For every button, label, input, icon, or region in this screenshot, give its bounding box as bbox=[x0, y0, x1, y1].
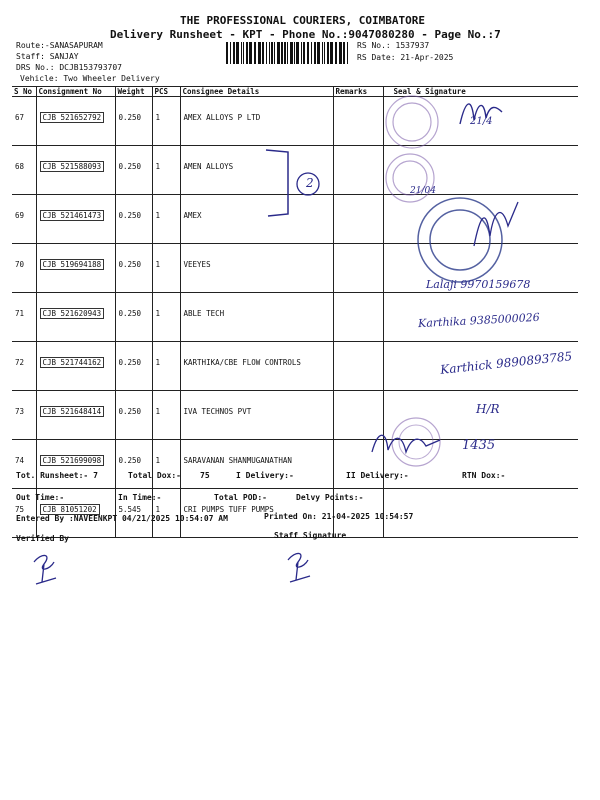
cell-pcs bbox=[152, 97, 180, 146]
cell-pcs-text: 1 bbox=[155, 308, 161, 318]
barcode-bar bbox=[236, 42, 239, 64]
cell-pcs bbox=[152, 244, 180, 293]
cell-consignment-no-text: CJB 81051202 bbox=[40, 504, 100, 515]
cell-sno-text: 68 bbox=[15, 161, 25, 171]
cell-sno bbox=[12, 244, 36, 293]
cell-pcs-text: 1 bbox=[155, 455, 161, 465]
cell-remarks bbox=[333, 195, 383, 244]
barcode-bar bbox=[269, 42, 270, 64]
barcode-bar bbox=[277, 42, 280, 64]
cell-consignment-no bbox=[36, 195, 115, 244]
cell-sno-text: 73 bbox=[15, 406, 25, 416]
barcode-bar bbox=[335, 42, 337, 64]
cell-sno-text: 74 bbox=[15, 455, 25, 465]
cell-consignment-no-text: CJB 521699098 bbox=[40, 455, 105, 466]
hand-circle-number: 2 bbox=[306, 176, 314, 190]
col-weight: Weight bbox=[115, 87, 152, 97]
cell-sno-text: 72 bbox=[15, 357, 25, 367]
total-pod-label: Total POD:- bbox=[214, 493, 267, 502]
barcode-bar bbox=[327, 42, 329, 64]
cell-consignee bbox=[180, 342, 333, 391]
delvy-points-label: Delvy Points:- bbox=[296, 493, 364, 502]
cell-consignment-no-text: CJB 521648414 bbox=[40, 406, 105, 417]
hand-note-row74: H/R bbox=[476, 402, 500, 416]
cell-weight bbox=[115, 440, 152, 489]
barcode-bar bbox=[322, 42, 323, 64]
cell-weight bbox=[115, 146, 152, 195]
cell-pcs-text: 1 bbox=[155, 406, 161, 416]
hand-contact-row73: Karthick 9890893785 bbox=[439, 349, 573, 377]
out-time-label: Out Time:- bbox=[16, 493, 65, 502]
cell-remarks bbox=[333, 146, 383, 195]
rs-number: RS No.: 1537937 bbox=[357, 41, 430, 50]
cell-consignment-no bbox=[36, 244, 115, 293]
cell-consignee-text: AMEN ALLOYS bbox=[183, 161, 234, 171]
cell-pcs bbox=[152, 391, 180, 440]
cell-consignment-no bbox=[36, 146, 115, 195]
cell-remarks bbox=[333, 342, 383, 391]
col-seal-signature: Seal & Signature bbox=[383, 87, 578, 97]
barcode-bar bbox=[226, 42, 228, 64]
cell-consignment-no bbox=[36, 440, 115, 489]
cell-pcs bbox=[152, 195, 180, 244]
col-remarks: Remarks bbox=[333, 87, 383, 97]
cell-consignment-no bbox=[36, 391, 115, 440]
cell-consignment-no-text: CJB 521744162 bbox=[40, 357, 105, 368]
cell-pcs-text: 1 bbox=[155, 259, 161, 269]
barcode-bar bbox=[230, 42, 231, 64]
hand-date-row67: 21/4 bbox=[470, 116, 493, 127]
total-dox-label: Total Dox:- bbox=[128, 471, 181, 480]
cell-consignee bbox=[180, 97, 333, 146]
cell-pcs-text: 1 bbox=[155, 504, 161, 514]
cell-pcs-text: 1 bbox=[155, 357, 161, 367]
cell-consignment-no-text: CJB 521652792 bbox=[40, 112, 105, 123]
barcode-bar bbox=[281, 42, 283, 64]
cell-weight-text: 0.250 bbox=[118, 406, 142, 416]
stamp-circle-1 bbox=[386, 96, 438, 148]
barcode-bar bbox=[347, 42, 348, 64]
barcode-bar bbox=[266, 42, 267, 64]
col-consignment: Consignment No bbox=[36, 87, 115, 97]
signature-row70 bbox=[468, 196, 528, 256]
cell-remarks bbox=[333, 97, 383, 146]
cell-weight bbox=[115, 244, 152, 293]
tot-runsheet: Tot. Runsheet:- 7 bbox=[16, 471, 98, 480]
barcode-bar bbox=[303, 42, 305, 64]
barcode-bar bbox=[339, 42, 342, 64]
vehicle-label: Vehicle: Two Wheeler Delivery bbox=[20, 74, 160, 83]
in-time-label: In Time:- bbox=[118, 493, 162, 502]
hand-date-row69: 21/04 bbox=[410, 186, 436, 196]
rs-date: RS Date: 21-Apr-2025 bbox=[357, 53, 454, 62]
cell-weight bbox=[115, 293, 152, 342]
cell-sno bbox=[12, 293, 36, 342]
cell-sno bbox=[12, 146, 36, 195]
cell-sno-text: 71 bbox=[15, 308, 25, 318]
cell-consignee-text: IVA TECHNOS PVT bbox=[183, 406, 252, 416]
cell-consignment-no bbox=[36, 342, 115, 391]
barcode-bar bbox=[233, 42, 235, 64]
cell-weight-text: 5.545 bbox=[118, 504, 142, 514]
cell-sno bbox=[12, 342, 36, 391]
cell-consignee-text: AMEX bbox=[183, 210, 202, 220]
barcode-bar bbox=[343, 42, 345, 64]
cell-consignee-text: KARTHIKA/CBE FLOW CONTROLS bbox=[183, 357, 301, 367]
barcode-bar bbox=[330, 42, 333, 64]
cell-sno-text: 69 bbox=[15, 210, 25, 220]
cell-consignee-text: AMEX ALLOYS P LTD bbox=[183, 112, 261, 122]
runsheet-subtitle: Delivery Runsheet - KPT - Phone No.:9047080280 - Page No.:7 bbox=[110, 28, 501, 41]
cell-pcs-text: 1 bbox=[155, 161, 161, 171]
barcode-bar bbox=[249, 42, 252, 64]
cell-pcs bbox=[152, 440, 180, 489]
route-label: Route:-SANASAPURAM bbox=[16, 41, 103, 50]
cell-sno-text: 67 bbox=[15, 112, 25, 122]
hand-contact-row72: Karthika 9385000026 bbox=[417, 310, 541, 331]
cell-weight bbox=[115, 342, 152, 391]
cell-weight-text: 0.250 bbox=[118, 161, 142, 171]
cell-consignee bbox=[180, 391, 333, 440]
barcode-bar bbox=[296, 42, 299, 64]
entered-by: Entered By :NAVEENKPT 04/21/2025 10:54:07 AM bbox=[16, 514, 228, 523]
cell-sno bbox=[12, 97, 36, 146]
col-sno: S No bbox=[12, 87, 36, 97]
cell-sno bbox=[12, 440, 36, 489]
cell-weight bbox=[115, 391, 152, 440]
cell-pcs bbox=[152, 342, 180, 391]
signature-row75 bbox=[368, 426, 448, 460]
barcode-bar bbox=[290, 42, 293, 64]
drs-label: DRS No.: DCJB153793707 bbox=[16, 63, 122, 72]
barcode-bar bbox=[271, 42, 273, 64]
total-dox-value: 75 bbox=[200, 471, 210, 480]
cell-sno-text: 70 bbox=[15, 259, 25, 269]
ii-delivery-label: II Delivery:- bbox=[346, 471, 409, 480]
barcode-bar bbox=[301, 42, 302, 64]
barcode-bar bbox=[307, 42, 309, 64]
cell-pcs bbox=[152, 146, 180, 195]
company-title: THE PROFESSIONAL COURIERS, COIMBATORE bbox=[180, 14, 426, 27]
cell-weight-text: 0.250 bbox=[118, 259, 142, 269]
col-pcs: PCS bbox=[152, 87, 180, 97]
barcode-bar bbox=[294, 42, 295, 64]
cell-weight-text: 0.250 bbox=[118, 455, 142, 465]
barcode-bar bbox=[324, 42, 325, 64]
cell-consignee bbox=[180, 293, 333, 342]
verified-by-label: Verified By bbox=[16, 534, 69, 543]
barcode-bar bbox=[241, 42, 242, 64]
cell-consignment-no-text: CJB 521588093 bbox=[40, 161, 105, 172]
printed-on: Printed On: 21-04-2025 10:54:57 bbox=[264, 512, 414, 521]
bracket-mark bbox=[258, 146, 328, 220]
barcode-bar bbox=[287, 42, 288, 64]
verifier-signature bbox=[28, 548, 68, 588]
col-consignee: Consignee Details bbox=[180, 87, 333, 97]
cell-consignee bbox=[180, 244, 333, 293]
staff-label: Staff: SANJAY bbox=[16, 52, 79, 61]
cell-consignment-no bbox=[36, 293, 115, 342]
barcode-bar bbox=[274, 42, 275, 64]
rtn-dox-label: RTN Dox:- bbox=[462, 471, 506, 480]
cell-consignment-no bbox=[36, 97, 115, 146]
cell-consignee-text: ABLE TECH bbox=[183, 308, 225, 318]
barcode-bar bbox=[243, 42, 244, 64]
barcode-bar bbox=[311, 42, 312, 64]
barcode-bar bbox=[317, 42, 320, 64]
cell-pcs-text: 1 bbox=[155, 112, 161, 122]
cell-weight-text: 0.250 bbox=[118, 112, 142, 122]
barcode-bar bbox=[246, 42, 248, 64]
cell-pcs-text: 1 bbox=[155, 210, 161, 220]
cell-consignment-no-text: CJB 521461473 bbox=[40, 210, 105, 221]
stamp-circle-1-inner bbox=[393, 103, 431, 141]
cell-weight-text: 0.250 bbox=[118, 357, 142, 367]
cell-pcs bbox=[152, 293, 180, 342]
hand-number-row75: 1435 bbox=[462, 438, 496, 453]
cell-weight-text: 0.250 bbox=[118, 308, 142, 318]
cell-consignment-no-text: CJB 519694188 bbox=[40, 259, 105, 270]
cell-consignee bbox=[180, 440, 333, 489]
cell-weight bbox=[115, 195, 152, 244]
cell-weight bbox=[115, 97, 152, 146]
cell-sno bbox=[12, 195, 36, 244]
cell-sno-text: 75 bbox=[15, 504, 25, 514]
i-delivery-label: I Delivery:- bbox=[236, 471, 294, 480]
cell-consignee-text: VEEYES bbox=[183, 259, 211, 269]
signature-row67 bbox=[456, 94, 516, 134]
barcode-bar bbox=[254, 42, 256, 64]
cell-consignment-no-text: CJB 521620943 bbox=[40, 308, 105, 319]
barcode-bar bbox=[258, 42, 261, 64]
barcode bbox=[226, 42, 350, 64]
barcode-bar bbox=[284, 42, 286, 64]
cell-weight-text: 0.250 bbox=[118, 210, 142, 220]
cell-consignee-text: CRI PUMPS TUFF PUMPS bbox=[183, 504, 274, 514]
staff-signature-label: Staff Signature bbox=[274, 531, 347, 540]
staff-signature bbox=[282, 546, 322, 586]
cell-remarks bbox=[333, 293, 383, 342]
cell-consignee-text: SARAVANAN SHANMUGANATHAN bbox=[183, 455, 292, 465]
barcode-bar bbox=[314, 42, 316, 64]
cell-remarks bbox=[333, 244, 383, 293]
barcode-bar bbox=[262, 42, 264, 64]
cell-sno bbox=[12, 391, 36, 440]
hand-contact-row71: Lalaji 9970159678 bbox=[426, 278, 531, 291]
